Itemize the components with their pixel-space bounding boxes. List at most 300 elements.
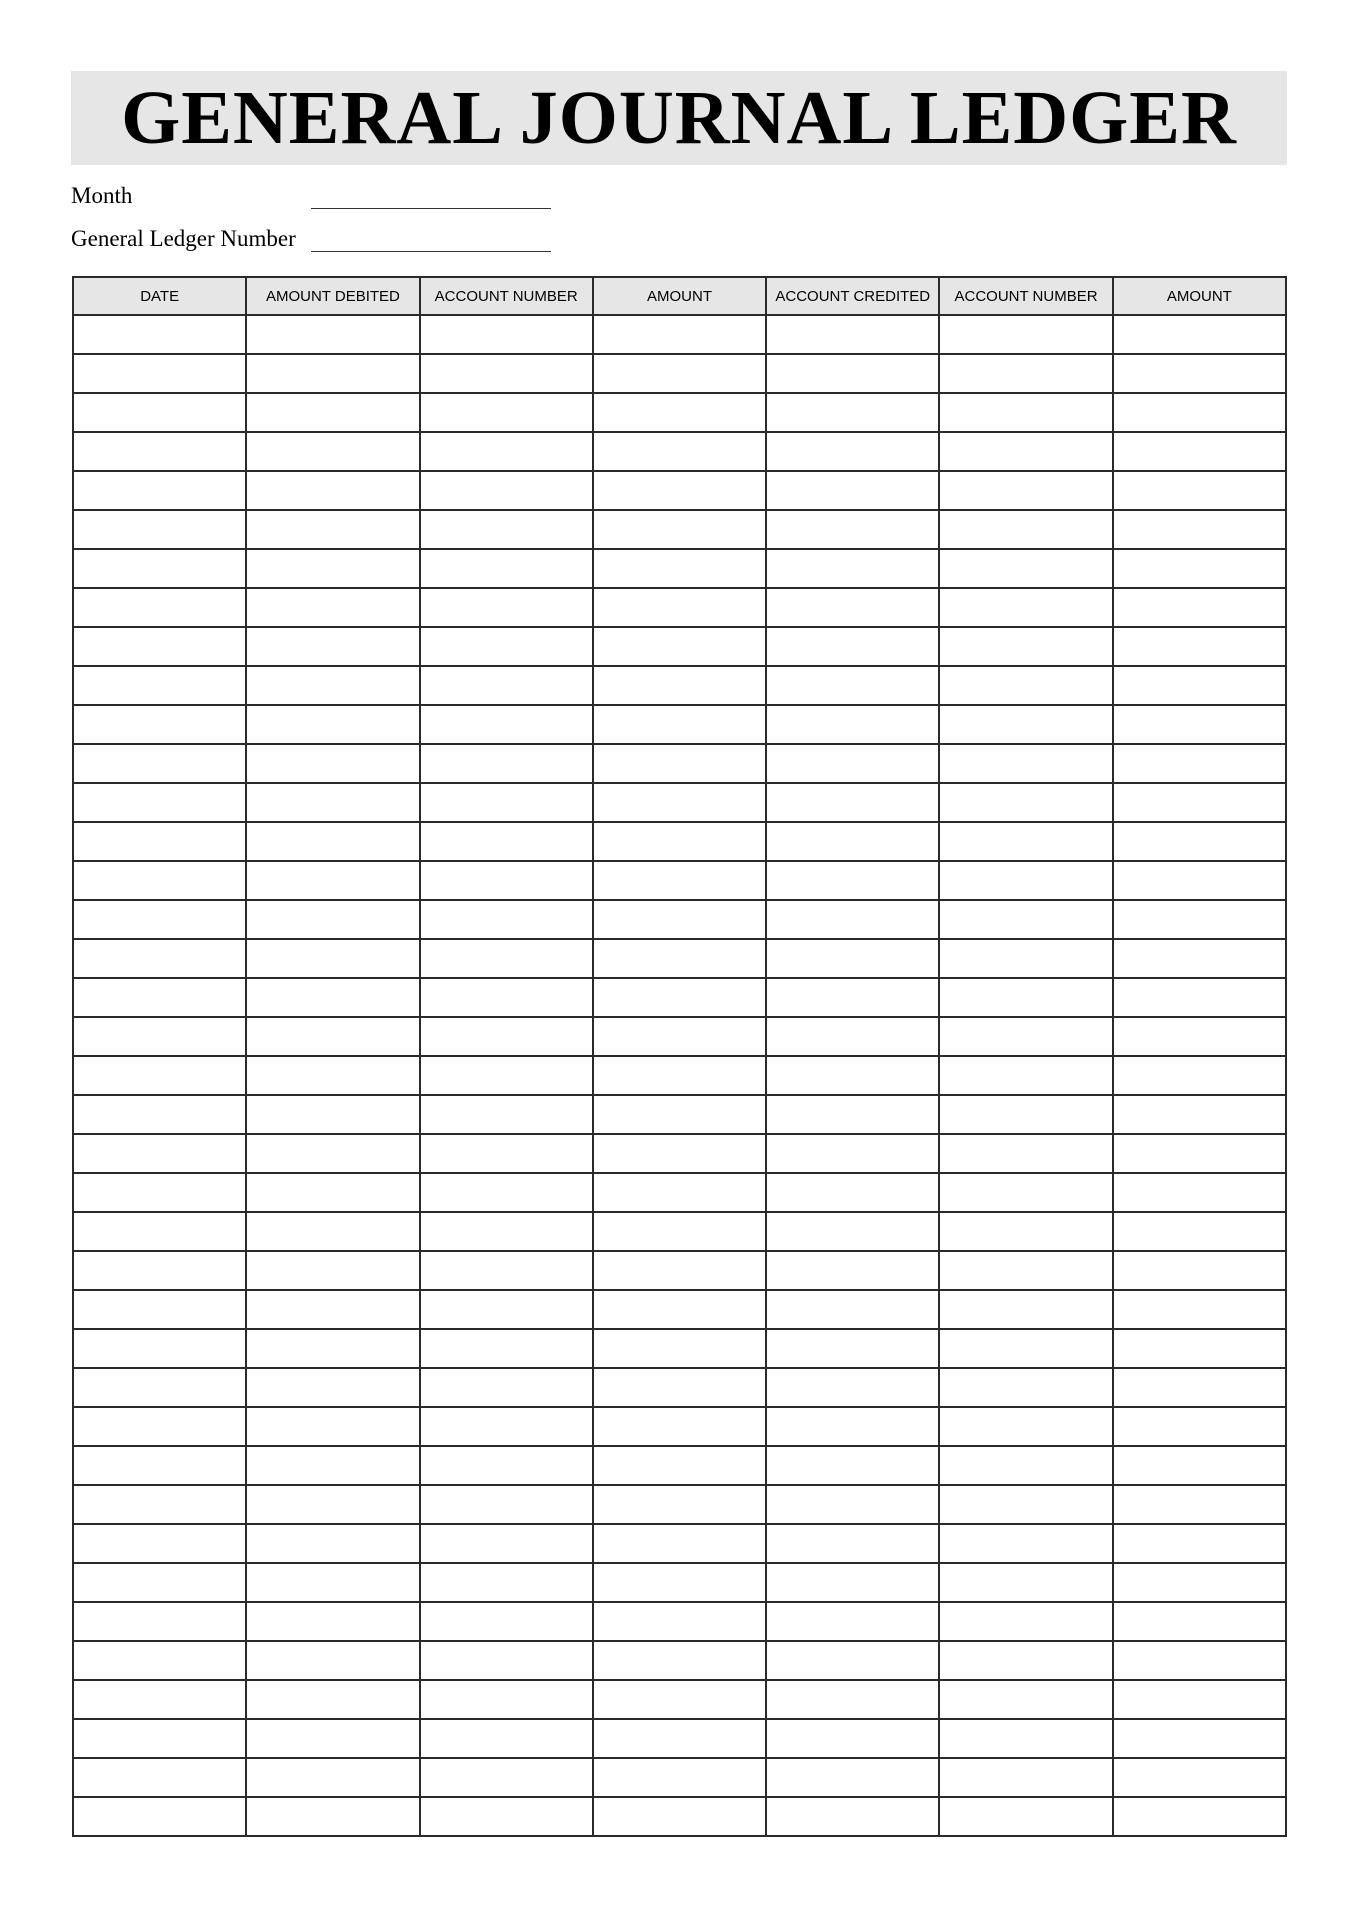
table-cell[interactable] xyxy=(593,1602,766,1641)
table-cell[interactable] xyxy=(939,1173,1112,1212)
table-cell[interactable] xyxy=(420,705,593,744)
table-cell[interactable] xyxy=(73,1212,246,1251)
table-cell[interactable] xyxy=(73,1680,246,1719)
table-cell[interactable] xyxy=(1113,822,1286,861)
table-cell[interactable] xyxy=(939,432,1112,471)
table-cell[interactable] xyxy=(246,900,419,939)
table-cell[interactable] xyxy=(593,783,766,822)
table-cell[interactable] xyxy=(1113,627,1286,666)
table-cell[interactable] xyxy=(939,978,1112,1017)
table-cell[interactable] xyxy=(420,354,593,393)
table-cell[interactable] xyxy=(420,1524,593,1563)
table-cell[interactable] xyxy=(1113,1368,1286,1407)
column-header-account-number-credit: ACCOUNT NUMBER xyxy=(939,277,1112,315)
table-cell[interactable] xyxy=(939,1407,1112,1446)
table-cell[interactable] xyxy=(939,627,1112,666)
table-cell[interactable] xyxy=(246,705,419,744)
table-cell[interactable] xyxy=(420,1095,593,1134)
table-cell[interactable] xyxy=(420,1758,593,1797)
table-cell[interactable] xyxy=(420,978,593,1017)
table-cell[interactable] xyxy=(420,1641,593,1680)
table-cell[interactable] xyxy=(246,1680,419,1719)
table-cell[interactable] xyxy=(766,510,939,549)
table-cell[interactable] xyxy=(593,354,766,393)
table-cell[interactable] xyxy=(939,900,1112,939)
table-cell[interactable] xyxy=(593,1485,766,1524)
table-cell[interactable] xyxy=(766,978,939,1017)
table-cell[interactable] xyxy=(73,1134,246,1173)
table-cell[interactable] xyxy=(766,1017,939,1056)
table-cell[interactable] xyxy=(246,627,419,666)
table-cell[interactable] xyxy=(939,1017,1112,1056)
table-cell[interactable] xyxy=(593,315,766,354)
table-cell[interactable] xyxy=(766,1602,939,1641)
table-cell[interactable] xyxy=(1113,1407,1286,1446)
table-cell[interactable] xyxy=(593,510,766,549)
table-cell[interactable] xyxy=(593,822,766,861)
table-cell[interactable] xyxy=(420,1056,593,1095)
table-cell[interactable] xyxy=(246,1017,419,1056)
month-input-line[interactable] xyxy=(311,208,551,209)
table-row xyxy=(73,588,1286,627)
table-cell[interactable] xyxy=(1113,744,1286,783)
table-cell[interactable] xyxy=(246,1212,419,1251)
table-cell[interactable] xyxy=(766,1173,939,1212)
table-cell[interactable] xyxy=(246,432,419,471)
table-cell[interactable] xyxy=(420,393,593,432)
table-cell[interactable] xyxy=(246,1407,419,1446)
table-cell[interactable] xyxy=(246,549,419,588)
table-cell[interactable] xyxy=(593,1290,766,1329)
table-cell[interactable] xyxy=(939,1719,1112,1758)
table-cell[interactable] xyxy=(73,939,246,978)
table-cell[interactable] xyxy=(420,1680,593,1719)
table-row xyxy=(73,1719,1286,1758)
table-cell[interactable] xyxy=(939,1602,1112,1641)
table-cell[interactable] xyxy=(766,783,939,822)
table-cell[interactable] xyxy=(939,549,1112,588)
table-cell[interactable] xyxy=(1113,1641,1286,1680)
table-row xyxy=(73,510,1286,549)
table-cell[interactable] xyxy=(246,1602,419,1641)
column-header-account-credited: ACCOUNT CREDITED xyxy=(766,277,939,315)
table-cell[interactable] xyxy=(939,939,1112,978)
table-cell[interactable] xyxy=(1113,1602,1286,1641)
table-cell[interactable] xyxy=(246,588,419,627)
table-cell[interactable] xyxy=(420,744,593,783)
table-row xyxy=(73,822,1286,861)
table-cell[interactable] xyxy=(246,1524,419,1563)
table-cell[interactable] xyxy=(939,1056,1112,1095)
table-cell[interactable] xyxy=(246,822,419,861)
table-row xyxy=(73,315,1286,354)
table-row xyxy=(73,1329,1286,1368)
table-cell[interactable] xyxy=(939,1563,1112,1602)
table-cell[interactable] xyxy=(420,1329,593,1368)
table-cell[interactable] xyxy=(766,900,939,939)
table-cell[interactable] xyxy=(420,1368,593,1407)
table-row xyxy=(73,1017,1286,1056)
table-cell[interactable] xyxy=(420,1134,593,1173)
table-cell[interactable] xyxy=(939,822,1112,861)
table-cell[interactable] xyxy=(939,315,1112,354)
table-cell[interactable] xyxy=(939,1329,1112,1368)
table-cell[interactable] xyxy=(939,1095,1112,1134)
table-cell[interactable] xyxy=(1113,1758,1286,1797)
table-cell[interactable] xyxy=(1113,1056,1286,1095)
table-cell[interactable] xyxy=(246,315,419,354)
table-cell[interactable] xyxy=(246,978,419,1017)
table-cell[interactable] xyxy=(939,666,1112,705)
table-cell[interactable] xyxy=(73,315,246,354)
table-cell[interactable] xyxy=(766,549,939,588)
table-cell[interactable] xyxy=(73,783,246,822)
table-cell[interactable] xyxy=(420,1602,593,1641)
table-cell[interactable] xyxy=(939,471,1112,510)
table-cell[interactable] xyxy=(939,1212,1112,1251)
table-row xyxy=(73,1602,1286,1641)
table-cell[interactable] xyxy=(420,1485,593,1524)
table-cell[interactable] xyxy=(766,1524,939,1563)
table-cell[interactable] xyxy=(1113,1680,1286,1719)
table-cell[interactable] xyxy=(1113,705,1286,744)
table-cell[interactable] xyxy=(1113,1719,1286,1758)
table-cell[interactable] xyxy=(1113,393,1286,432)
table-cell[interactable] xyxy=(593,471,766,510)
table-cell[interactable] xyxy=(939,1641,1112,1680)
table-row xyxy=(73,1212,1286,1251)
table-cell[interactable] xyxy=(766,588,939,627)
table-cell[interactable] xyxy=(593,744,766,783)
table-cell[interactable] xyxy=(1113,1563,1286,1602)
table-cell[interactable] xyxy=(766,1251,939,1290)
table-cell[interactable] xyxy=(73,900,246,939)
table-cell[interactable] xyxy=(593,1056,766,1095)
table-cell[interactable] xyxy=(939,1290,1112,1329)
table-cell[interactable] xyxy=(420,666,593,705)
table-cell[interactable] xyxy=(939,783,1112,822)
table-cell[interactable] xyxy=(1113,861,1286,900)
table-cell[interactable] xyxy=(593,666,766,705)
table-cell[interactable] xyxy=(420,627,593,666)
table-cell[interactable] xyxy=(246,471,419,510)
table-cell[interactable] xyxy=(420,432,593,471)
table-cell[interactable] xyxy=(593,1212,766,1251)
table-cell[interactable] xyxy=(246,1290,419,1329)
table-cell[interactable] xyxy=(593,1446,766,1485)
table-cell[interactable] xyxy=(593,1407,766,1446)
table-cell[interactable] xyxy=(73,1407,246,1446)
table-cell[interactable] xyxy=(420,1446,593,1485)
table-cell[interactable] xyxy=(420,510,593,549)
table-cell[interactable] xyxy=(766,1407,939,1446)
table-cell[interactable] xyxy=(766,471,939,510)
table-cell[interactable] xyxy=(246,1368,419,1407)
table-cell[interactable] xyxy=(593,1134,766,1173)
table-row xyxy=(73,1641,1286,1680)
column-header-amount-debit: AMOUNT xyxy=(593,277,766,315)
table-cell[interactable] xyxy=(73,1290,246,1329)
table-row xyxy=(73,393,1286,432)
table-cell[interactable] xyxy=(939,393,1112,432)
table-cell[interactable] xyxy=(766,393,939,432)
table-cell[interactable] xyxy=(766,1563,939,1602)
table-cell[interactable] xyxy=(766,1290,939,1329)
table-cell[interactable] xyxy=(939,1368,1112,1407)
table-cell[interactable] xyxy=(939,1485,1112,1524)
table-row xyxy=(73,900,1286,939)
table-cell[interactable] xyxy=(246,1719,419,1758)
column-header-amount-credit: AMOUNT xyxy=(1113,277,1286,315)
table-cell[interactable] xyxy=(73,510,246,549)
table-cell[interactable] xyxy=(766,1680,939,1719)
table-cell[interactable] xyxy=(1113,510,1286,549)
table-cell[interactable] xyxy=(593,1329,766,1368)
table-cell[interactable] xyxy=(246,1251,419,1290)
ledger-number-input-line[interactable] xyxy=(311,251,551,252)
table-cell[interactable] xyxy=(766,315,939,354)
table-cell[interactable] xyxy=(766,1368,939,1407)
table-cell[interactable] xyxy=(73,1095,246,1134)
table-cell[interactable] xyxy=(1113,315,1286,354)
table-cell[interactable] xyxy=(766,432,939,471)
table-cell[interactable] xyxy=(939,1251,1112,1290)
table-cell[interactable] xyxy=(246,1485,419,1524)
table-cell[interactable] xyxy=(593,627,766,666)
table-cell[interactable] xyxy=(939,1797,1112,1836)
table-cell[interactable] xyxy=(766,1797,939,1836)
table-cell[interactable] xyxy=(73,432,246,471)
table-cell[interactable] xyxy=(246,861,419,900)
table-cell[interactable] xyxy=(73,1485,246,1524)
table-cell[interactable] xyxy=(73,588,246,627)
table-cell[interactable] xyxy=(939,705,1112,744)
table-cell[interactable] xyxy=(73,627,246,666)
title-banner xyxy=(71,71,1287,165)
table-cell[interactable] xyxy=(1113,1212,1286,1251)
table-cell[interactable] xyxy=(420,588,593,627)
table-cell[interactable] xyxy=(939,588,1112,627)
table-cell[interactable] xyxy=(73,666,246,705)
table-cell[interactable] xyxy=(1113,1173,1286,1212)
table-cell[interactable] xyxy=(420,1251,593,1290)
table-cell[interactable] xyxy=(593,1758,766,1797)
table-cell[interactable] xyxy=(73,1641,246,1680)
table-cell[interactable] xyxy=(73,1563,246,1602)
table-cell[interactable] xyxy=(420,1290,593,1329)
table-cell[interactable] xyxy=(420,861,593,900)
table-cell[interactable] xyxy=(420,1173,593,1212)
table-cell[interactable] xyxy=(593,1251,766,1290)
table-cell[interactable] xyxy=(766,1485,939,1524)
table-cell[interactable] xyxy=(766,705,939,744)
table-cell[interactable] xyxy=(1113,471,1286,510)
table-cell[interactable] xyxy=(1113,1095,1286,1134)
table-cell[interactable] xyxy=(246,1134,419,1173)
table-cell[interactable] xyxy=(593,432,766,471)
table-cell[interactable] xyxy=(420,1563,593,1602)
table-cell[interactable] xyxy=(1113,1524,1286,1563)
table-cell[interactable] xyxy=(766,1641,939,1680)
table-cell[interactable] xyxy=(73,549,246,588)
table-row xyxy=(73,354,1286,393)
table-cell[interactable] xyxy=(1113,1017,1286,1056)
table-cell[interactable] xyxy=(246,1641,419,1680)
table-cell[interactable] xyxy=(1113,1290,1286,1329)
table-cell[interactable] xyxy=(1113,783,1286,822)
table-cell[interactable] xyxy=(1113,666,1286,705)
table-cell[interactable] xyxy=(420,1017,593,1056)
table-cell[interactable] xyxy=(1113,1485,1286,1524)
table-cell[interactable] xyxy=(593,861,766,900)
table-cell[interactable] xyxy=(1113,939,1286,978)
table-cell[interactable] xyxy=(593,1095,766,1134)
table-cell[interactable] xyxy=(593,549,766,588)
table-cell[interactable] xyxy=(766,1212,939,1251)
table-cell[interactable] xyxy=(73,822,246,861)
table-cell[interactable] xyxy=(420,822,593,861)
table-cell[interactable] xyxy=(1113,354,1286,393)
table-cell[interactable] xyxy=(420,549,593,588)
table-cell[interactable] xyxy=(73,393,246,432)
table-cell[interactable] xyxy=(420,471,593,510)
table-cell[interactable] xyxy=(420,1797,593,1836)
table-cell[interactable] xyxy=(246,783,419,822)
table-cell[interactable] xyxy=(766,1719,939,1758)
table-cell[interactable] xyxy=(593,1797,766,1836)
ledger-number-label: General Ledger Number xyxy=(71,226,296,251)
table-cell[interactable] xyxy=(73,978,246,1017)
table-row xyxy=(73,939,1286,978)
table-cell[interactable] xyxy=(766,1134,939,1173)
table-cell[interactable] xyxy=(420,1719,593,1758)
table-cell[interactable] xyxy=(939,1134,1112,1173)
table-cell[interactable] xyxy=(766,1758,939,1797)
table-cell[interactable] xyxy=(1113,1446,1286,1485)
table-cell[interactable] xyxy=(73,1251,246,1290)
table-cell[interactable] xyxy=(1113,1797,1286,1836)
table-cell[interactable] xyxy=(73,1797,246,1836)
table-cell[interactable] xyxy=(766,354,939,393)
table-cell[interactable] xyxy=(73,1602,246,1641)
table-cell[interactable] xyxy=(766,1056,939,1095)
table-cell[interactable] xyxy=(246,744,419,783)
table-cell[interactable] xyxy=(73,861,246,900)
table-cell[interactable] xyxy=(246,393,419,432)
table-cell[interactable] xyxy=(939,1524,1112,1563)
table-cell[interactable] xyxy=(73,1758,246,1797)
table-cell[interactable] xyxy=(766,666,939,705)
table-cell[interactable] xyxy=(1113,432,1286,471)
table-cell[interactable] xyxy=(246,354,419,393)
table-cell[interactable] xyxy=(73,354,246,393)
table-cell[interactable] xyxy=(1113,549,1286,588)
table-cell[interactable] xyxy=(593,588,766,627)
table-cell[interactable] xyxy=(246,1797,419,1836)
table-cell[interactable] xyxy=(73,705,246,744)
table-cell[interactable] xyxy=(593,1563,766,1602)
table-cell[interactable] xyxy=(420,315,593,354)
table-cell[interactable] xyxy=(420,900,593,939)
table-cell[interactable] xyxy=(593,900,766,939)
table-row xyxy=(73,1095,1286,1134)
table-cell[interactable] xyxy=(246,1563,419,1602)
table-cell[interactable] xyxy=(1113,1134,1286,1173)
table-cell[interactable] xyxy=(73,1719,246,1758)
table-cell[interactable] xyxy=(593,978,766,1017)
table-cell[interactable] xyxy=(593,1017,766,1056)
table-cell[interactable] xyxy=(420,1407,593,1446)
table-cell[interactable] xyxy=(73,471,246,510)
table-cell[interactable] xyxy=(766,822,939,861)
table-cell[interactable] xyxy=(73,1368,246,1407)
table-cell[interactable] xyxy=(939,1758,1112,1797)
table-cell[interactable] xyxy=(766,627,939,666)
table-cell[interactable] xyxy=(939,510,1112,549)
table-cell[interactable] xyxy=(593,1524,766,1563)
table-cell[interactable] xyxy=(593,1368,766,1407)
table-row xyxy=(73,471,1286,510)
table-cell[interactable] xyxy=(1113,1329,1286,1368)
table-cell[interactable] xyxy=(1113,978,1286,1017)
table-cell[interactable] xyxy=(766,1446,939,1485)
table-cell[interactable] xyxy=(939,1680,1112,1719)
table-cell[interactable] xyxy=(246,1329,419,1368)
table-cell[interactable] xyxy=(593,705,766,744)
table-cell[interactable] xyxy=(1113,1251,1286,1290)
table-row xyxy=(73,1563,1286,1602)
table-cell[interactable] xyxy=(73,1329,246,1368)
table-cell[interactable] xyxy=(939,861,1112,900)
table-cell[interactable] xyxy=(593,1680,766,1719)
table-cell[interactable] xyxy=(420,783,593,822)
table-cell[interactable] xyxy=(73,1524,246,1563)
table-cell[interactable] xyxy=(73,1446,246,1485)
table-cell[interactable] xyxy=(73,744,246,783)
table-cell[interactable] xyxy=(766,939,939,978)
table-cell[interactable] xyxy=(766,1095,939,1134)
table-cell[interactable] xyxy=(246,1056,419,1095)
table-cell[interactable] xyxy=(939,1446,1112,1485)
table-cell[interactable] xyxy=(766,744,939,783)
table-cell[interactable] xyxy=(593,1719,766,1758)
table-cell[interactable] xyxy=(246,510,419,549)
table-cell[interactable] xyxy=(593,939,766,978)
table-cell[interactable] xyxy=(939,744,1112,783)
table-cell[interactable] xyxy=(593,393,766,432)
ledger-table xyxy=(72,276,1287,1837)
table-cell[interactable] xyxy=(939,354,1112,393)
table-cell[interactable] xyxy=(73,1056,246,1095)
table-cell[interactable] xyxy=(1113,900,1286,939)
table-cell[interactable] xyxy=(246,1173,419,1212)
table-cell[interactable] xyxy=(246,666,419,705)
table-cell[interactable] xyxy=(246,939,419,978)
table-cell[interactable] xyxy=(246,1095,419,1134)
table-cell[interactable] xyxy=(246,1446,419,1485)
table-cell[interactable] xyxy=(420,939,593,978)
table-cell[interactable] xyxy=(246,1758,419,1797)
month-label: Month xyxy=(71,183,133,208)
table-cell[interactable] xyxy=(1113,588,1286,627)
table-cell[interactable] xyxy=(73,1017,246,1056)
table-cell[interactable] xyxy=(593,1641,766,1680)
table-cell[interactable] xyxy=(73,1173,246,1212)
table-cell[interactable] xyxy=(420,1212,593,1251)
table-cell[interactable] xyxy=(766,1329,939,1368)
table-cell[interactable] xyxy=(593,1173,766,1212)
table-cell[interactable] xyxy=(766,861,939,900)
